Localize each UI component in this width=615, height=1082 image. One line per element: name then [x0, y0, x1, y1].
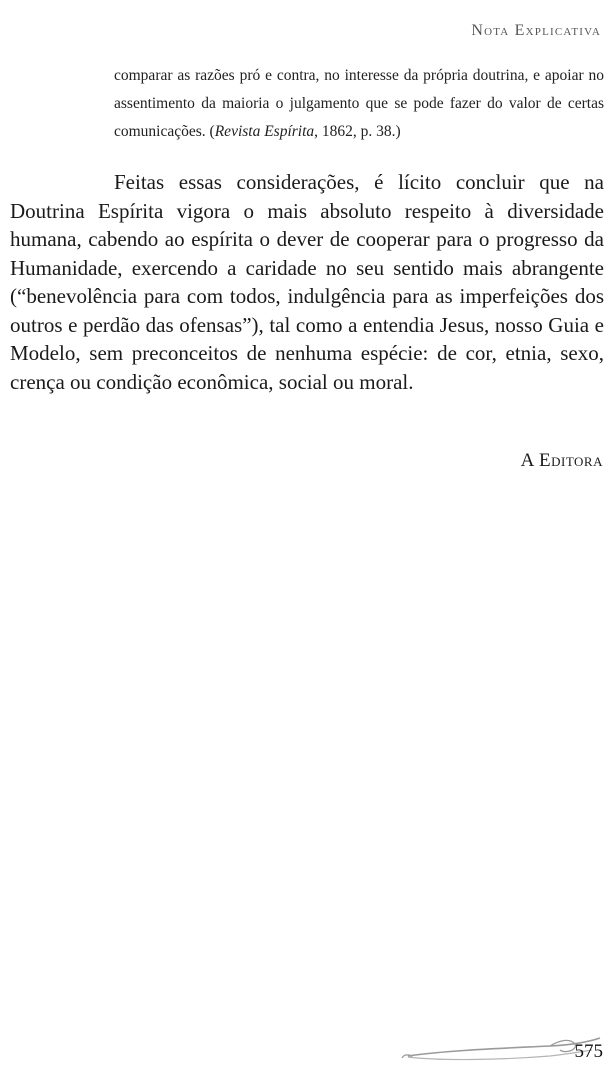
- body-paragraph: Feitas essas considerações, é lícito concluir que na Doutrina Espírita vigora o mais absoluto respeito à diversidade humana, cabendo ao espírita o dever de cooperar para o progresso da Humanidade, exercendo a caridade no seu sentido mais abrangente (“benevolência para com todos, indulgência para as imperfeições dos outros e perdão das ofensas”), tal como a entendia Jesus, nosso Guia e Modelo, sem preconceitos de nenhuma espécie: de cor, etnia, sexo, crença ou condição econômica, social ou moral.: [10, 170, 604, 394]
- block-quote: [114, 62, 604, 146]
- signature: A Editora: [520, 450, 603, 471]
- running-head: Nota Explicativa: [471, 22, 601, 39]
- quote-source-title: Revista Espírita: [214, 123, 315, 140]
- quote-source-details: , 1862, p. 38.): [314, 123, 401, 140]
- quote-text: comparar as razões pró e contra, no interesse da própria doutrina, e apoiar no assentimento da maioria o julgamento que se pode fazer do valor de certas comunicações. (: [114, 67, 604, 140]
- page-number: 575: [574, 1041, 603, 1062]
